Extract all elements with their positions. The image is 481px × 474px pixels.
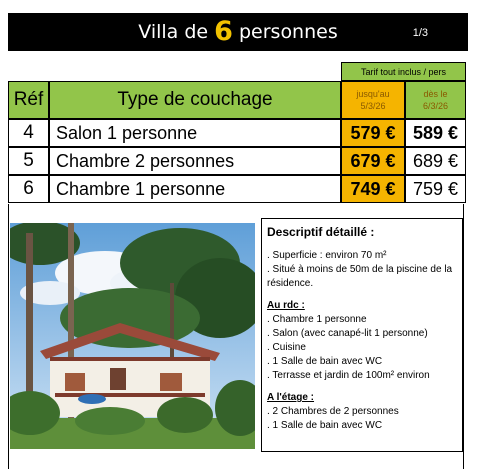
- description-box: [261, 218, 463, 452]
- col-type-header: Type de couchage: [49, 81, 341, 119]
- row-price1: 679 €: [341, 147, 405, 175]
- col-price2-header: [405, 81, 466, 119]
- rdc-line: . Salon (avec canapé-lit 1 personne): [267, 328, 428, 339]
- page-title: [8, 13, 468, 51]
- page-header: [8, 13, 468, 51]
- row-ref: 4: [8, 119, 49, 147]
- rdc-line: . 1 Salle de bain avec WC: [267, 356, 383, 367]
- row-ref: 6: [8, 175, 49, 203]
- price2-header-line1: dès le: [423, 89, 448, 99]
- villa-photo: [10, 223, 255, 449]
- row-type: Salon 1 personne: [49, 119, 341, 147]
- description-line: . Situé à moins de 50m de la piscine de la résidence.: [267, 264, 453, 289]
- title-number: 6: [214, 16, 233, 47]
- row-ref: 5: [8, 147, 49, 175]
- title-prefix: Villa de: [138, 21, 215, 43]
- etage-title: A l'étage :: [267, 392, 315, 403]
- row-price1: 749 €: [341, 175, 405, 203]
- tarif-label: Tarif tout inclus / pers: [341, 62, 466, 81]
- rdc-line: . Terrasse et jardin de 100m² environ: [267, 370, 430, 381]
- description-line: . Superficie : environ 70 m²: [267, 250, 387, 261]
- title-suffix: personnes: [232, 21, 338, 43]
- rdc-title: Au rdc :: [267, 300, 305, 311]
- row-type: Chambre 1 personne: [49, 175, 341, 203]
- description-title: Descriptif détaillé :: [267, 225, 375, 239]
- row-price2: 689 €: [405, 147, 466, 175]
- rdc-line: . Chambre 1 personne: [267, 314, 367, 325]
- row-price2: 589 €: [405, 119, 466, 147]
- etage-line: . 2 Chambres de 2 personnes: [267, 406, 399, 417]
- col-price1-header: [341, 81, 405, 119]
- row-type: Chambre 2 personnes: [49, 147, 341, 175]
- row-price1: 579 €: [341, 119, 405, 147]
- col-ref-header: Réf: [8, 81, 49, 119]
- price1-header-line2: 5/3/26: [360, 101, 386, 111]
- price1-header-line1: jusqu'au: [356, 89, 390, 99]
- page-indicator: 1/3: [412, 27, 428, 39]
- row-price2: 759 €: [405, 175, 466, 203]
- etage-line: . 1 Salle de bain avec WC: [267, 420, 383, 431]
- rdc-line: . Cuisine: [267, 342, 306, 353]
- price2-header-line2: 6/3/26: [422, 101, 449, 111]
